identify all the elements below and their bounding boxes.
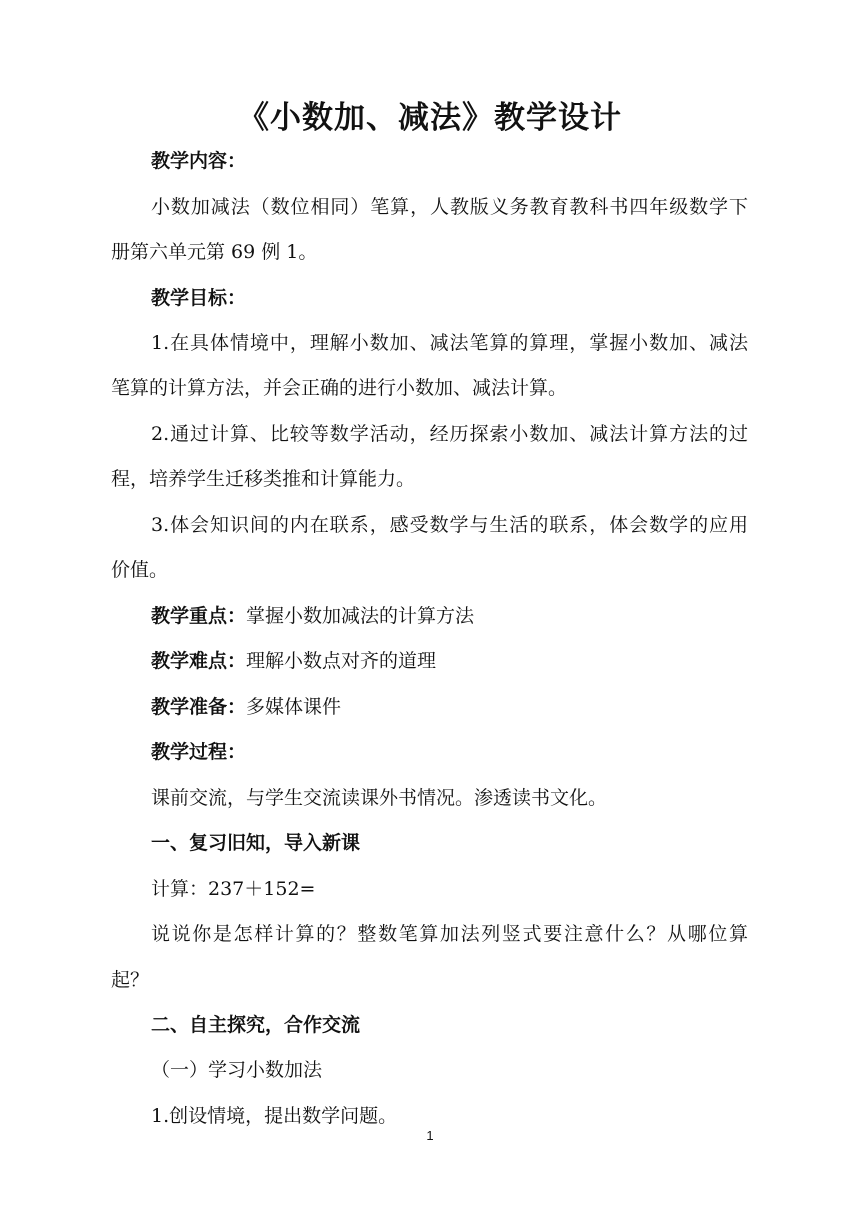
page-number: 1 (426, 1128, 434, 1143)
process-heading: 教学过程： (151, 741, 247, 763)
content-text-line-2: 册第六单元第 69 例 1。 (111, 241, 318, 263)
question-line-1 (151, 922, 748, 946)
document-title: 《小数加、减法》教学设计 (238, 100, 622, 136)
section-1-heading: 一、复习旧知，导入新课 (151, 832, 361, 854)
goal-2-line-2: 程，培养学生迁移类推和计算能力。 (111, 468, 416, 490)
difficulty-text: 理解小数点对齐的道理 (246, 650, 437, 672)
step-1-text: 1.创设情境，提出数学问题。 (151, 1105, 398, 1127)
calc-text: 计算：237＋152= (151, 878, 316, 900)
goal-1-line-1-span: 1.在具体情境中，理解小数加、减法笔算的算理，掌握小数加、减法 (151, 332, 748, 354)
section-2-heading: 二、自主探究，合作交流 (151, 1014, 361, 1036)
question-line-1-span: 说说你是怎样计算的？整数笔算加法列竖式要注意什么？从哪位算 (151, 923, 748, 945)
intro-text: 课前交流，与学生交流读课外书情况。渗透读书文化。 (151, 787, 608, 809)
content-text-line-1 (151, 195, 748, 219)
key-point-label: 教学重点： (151, 605, 247, 627)
goal-3-line-2: 价值。 (111, 559, 169, 581)
preparation (151, 695, 341, 719)
key-point-text: 掌握小数加减法的计算方法 (246, 605, 475, 627)
question-line-2: 起？ (111, 969, 150, 991)
preparation-text: 多媒体课件 (246, 696, 342, 718)
content-heading: 教学内容： (151, 150, 247, 172)
goal-3-line-1-span: 3.体会知识间的内在联系，感受数学与生活的联系，体会数学的应用 (151, 514, 748, 536)
subsection-1-heading: （一）学习小数加法 (151, 1059, 323, 1081)
goal-3-line-1 (151, 513, 748, 537)
difficulty-point (151, 649, 436, 673)
goal-1-line-1 (151, 331, 748, 355)
goal-2-line-1 (151, 422, 748, 446)
content-text-line-1-span: 小数加减法（数位相同）笔算，人教版义务教育教科书四年级数学下 (151, 196, 748, 218)
goal-1-line-2: 笔算的计算方法，并会正确的进行小数加、减法计算。 (111, 377, 568, 399)
goals-heading: 教学目标： (151, 287, 247, 309)
difficulty-label: 教学难点： (151, 650, 247, 672)
goal-2-line-1-span: 2.通过计算、比较等数学活动，经历探索小数加、减法计算方法的过 (151, 423, 748, 445)
key-point (151, 604, 474, 628)
preparation-label: 教学准备： (151, 696, 247, 718)
